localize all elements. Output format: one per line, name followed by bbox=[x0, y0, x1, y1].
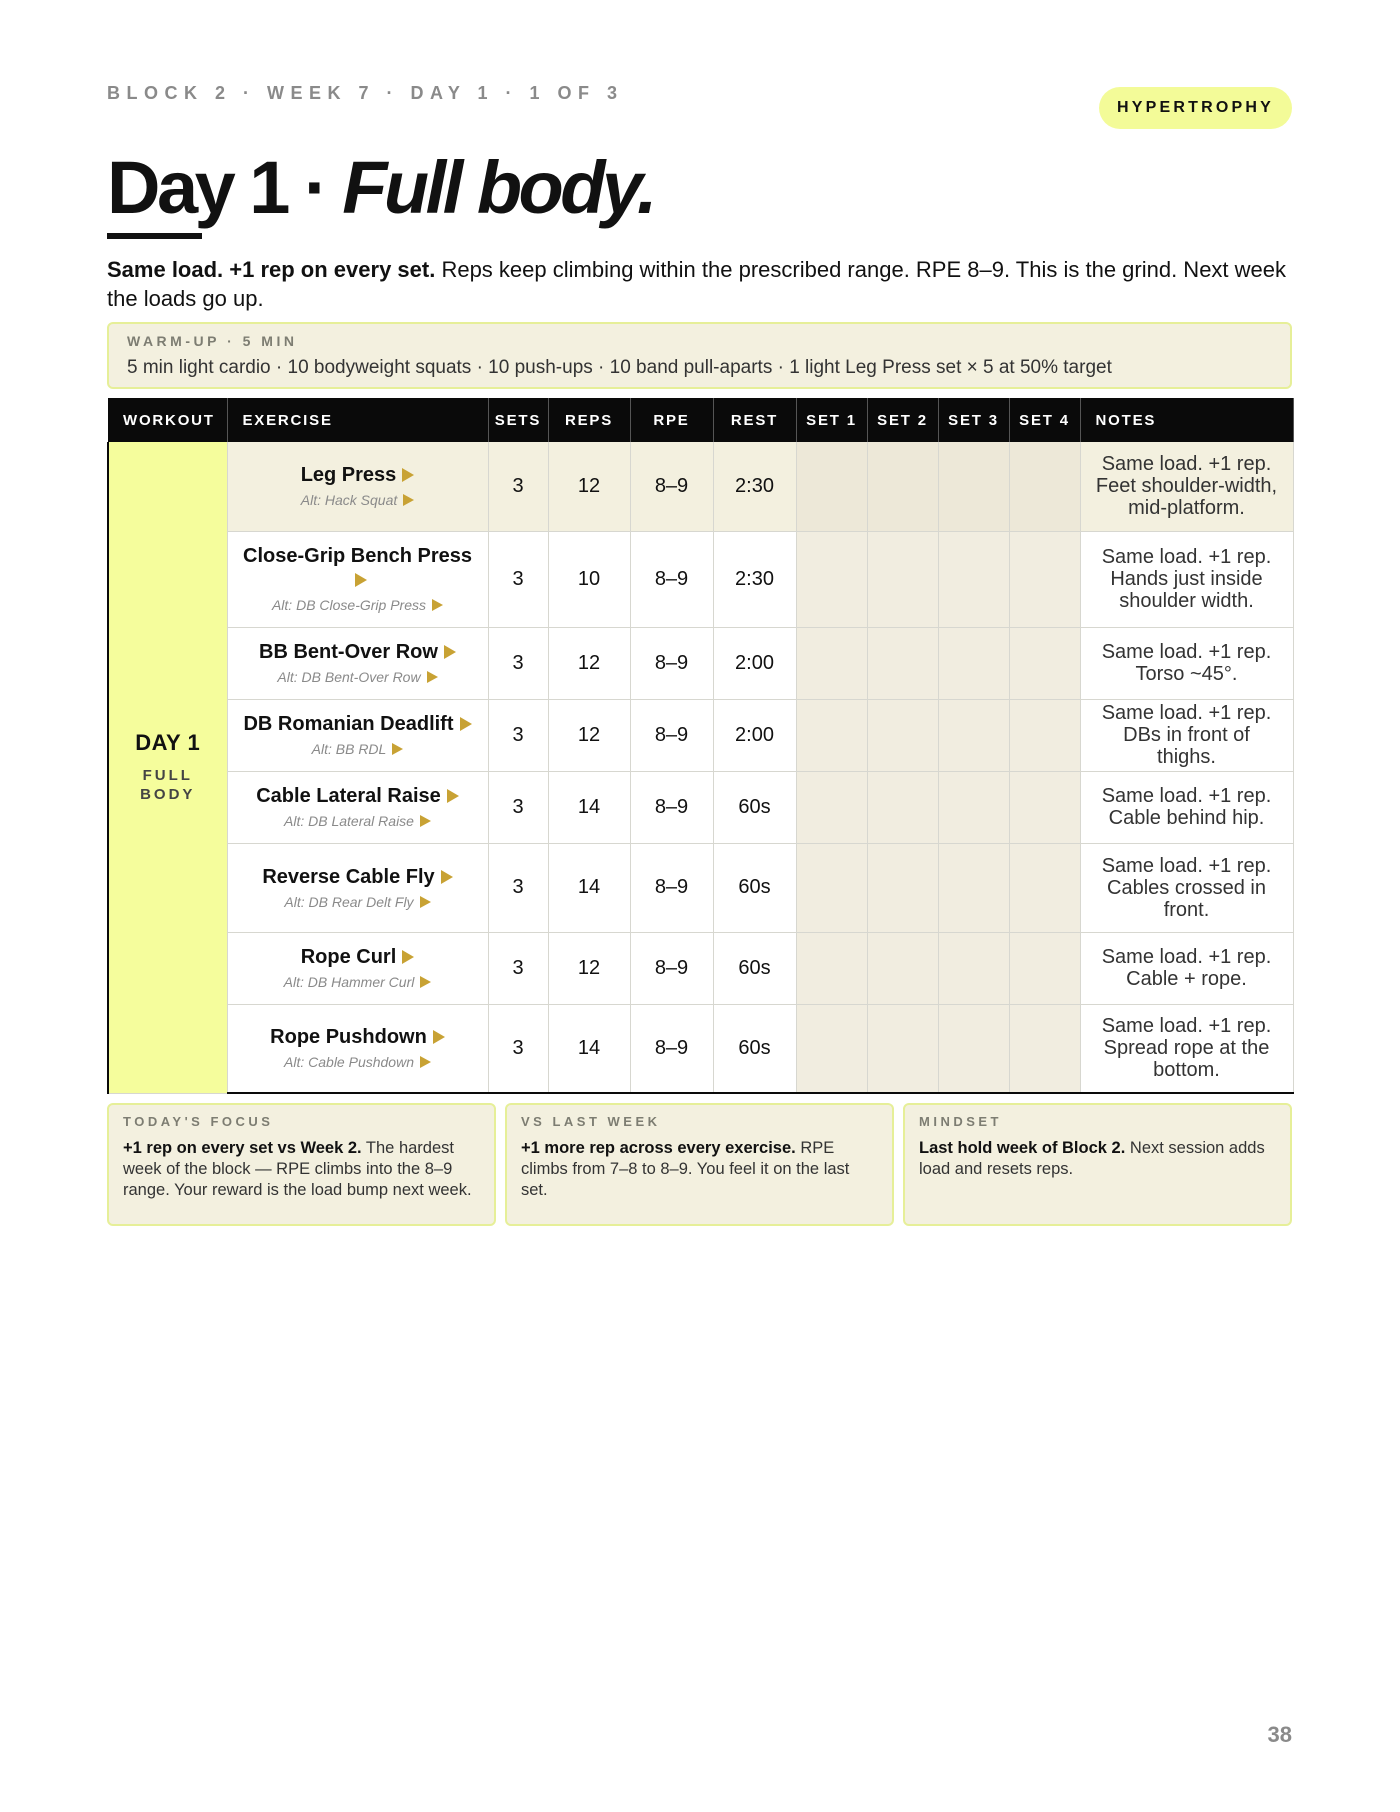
rpe-cell: 8–9 bbox=[630, 627, 713, 699]
play-icon[interactable] bbox=[441, 870, 453, 884]
set-4-cell[interactable] bbox=[1009, 771, 1080, 843]
sets-cell: 3 bbox=[488, 771, 548, 843]
card-bold: +1 rep on every set vs Week 2. bbox=[123, 1139, 362, 1157]
card-label: MINDSET bbox=[919, 1114, 1002, 1129]
header-rpe: RPE bbox=[630, 398, 713, 442]
set-4-cell[interactable] bbox=[1009, 843, 1080, 932]
play-icon[interactable] bbox=[433, 1030, 445, 1044]
notes-cell: Same load. +1 rep. Feet shoulder-width, mid-platform. bbox=[1080, 442, 1293, 531]
set-4-cell[interactable] bbox=[1009, 627, 1080, 699]
title-main: Day 1 · bbox=[107, 146, 343, 229]
sets-cell: 3 bbox=[488, 442, 548, 531]
exercise-cell bbox=[227, 531, 488, 627]
title-italic: Full body. bbox=[342, 146, 654, 229]
sets-cell: 3 bbox=[488, 1004, 548, 1093]
warmup-box bbox=[107, 322, 1292, 389]
rest-cell: 60s bbox=[713, 843, 796, 932]
reps-cell: 12 bbox=[548, 699, 630, 771]
set-3-cell[interactable] bbox=[938, 442, 1009, 531]
exercise-alt: Alt: BB RDL bbox=[311, 741, 387, 757]
set-1-cell[interactable] bbox=[796, 442, 867, 531]
set-4-cell[interactable] bbox=[1009, 442, 1080, 531]
notes-cell: Same load. +1 rep. Spread rope at the bottom. bbox=[1080, 1004, 1293, 1093]
exercise-cell bbox=[227, 771, 488, 843]
card-body: RPE climbs from 7–8 to 8–9. You feel it on the last set. bbox=[521, 1139, 850, 1199]
set-2-cell[interactable] bbox=[867, 1004, 938, 1093]
header-set-2: SET 2 bbox=[867, 398, 938, 442]
rest-cell: 2:00 bbox=[713, 699, 796, 771]
exercise-name: Rope Pushdown bbox=[270, 1026, 427, 1049]
workout-day: DAY 1 bbox=[135, 730, 201, 756]
set-1-cell[interactable] bbox=[796, 1004, 867, 1093]
page-title bbox=[107, 148, 654, 228]
exercise-alt: Alt: Hack Squat bbox=[300, 492, 398, 509]
set-2-cell[interactable] bbox=[867, 771, 938, 843]
exercise-cell bbox=[227, 1004, 488, 1093]
set-3-cell[interactable] bbox=[938, 627, 1009, 699]
exercise-name: Reverse Cable Fly bbox=[262, 865, 435, 888]
play-icon[interactable] bbox=[402, 950, 414, 964]
play-icon[interactable] bbox=[403, 494, 414, 506]
workout-sub-line2: BODY bbox=[140, 786, 196, 804]
intro-paragraph bbox=[107, 255, 1292, 313]
notes-cell: Same load. +1 rep. Cables crossed in front. bbox=[1080, 843, 1293, 932]
focus-card bbox=[107, 1103, 496, 1226]
set-2-cell[interactable] bbox=[867, 531, 938, 627]
play-icon[interactable] bbox=[444, 645, 456, 659]
table-header-row bbox=[108, 398, 1293, 442]
card-bold: +1 more rep across every exercise. bbox=[521, 1139, 796, 1157]
header-set-1: SET 1 bbox=[796, 398, 867, 442]
set-4-cell[interactable] bbox=[1009, 531, 1080, 627]
rest-cell: 60s bbox=[713, 1004, 796, 1093]
table-row bbox=[108, 531, 1293, 627]
set-3-cell[interactable] bbox=[938, 699, 1009, 771]
exercise-cell bbox=[227, 627, 488, 699]
card-body: The hardest week of the block — RPE climbs into the 8–9 range. Your reward is the load bump next week. bbox=[123, 1139, 472, 1199]
set-2-cell[interactable] bbox=[867, 627, 938, 699]
rpe-cell: 8–9 bbox=[630, 699, 713, 771]
set-3-cell[interactable] bbox=[938, 771, 1009, 843]
rest-cell: 60s bbox=[713, 771, 796, 843]
reps-cell: 14 bbox=[548, 1004, 630, 1093]
sets-cell: 3 bbox=[488, 699, 548, 771]
vs-last-week-card bbox=[505, 1103, 894, 1226]
play-icon[interactable] bbox=[460, 717, 472, 731]
rpe-cell: 8–9 bbox=[630, 932, 713, 1004]
top-row bbox=[107, 83, 1292, 133]
notes-cell: Same load. +1 rep. Cable + rope. bbox=[1080, 932, 1293, 1004]
summary-cards bbox=[107, 1103, 1292, 1226]
sets-cell: 3 bbox=[488, 932, 548, 1004]
exercise-alt: Alt: DB Rear Delt Fly bbox=[284, 893, 414, 910]
exercise-name: Cable Lateral Raise bbox=[256, 785, 441, 807]
play-icon[interactable] bbox=[432, 599, 443, 611]
table-row bbox=[108, 627, 1293, 699]
notes-cell: Same load. +1 rep. Cable behind hip. bbox=[1080, 771, 1293, 843]
table-row bbox=[108, 442, 1293, 531]
exercise-cell bbox=[227, 843, 488, 932]
card-label: VS LAST WEEK bbox=[521, 1114, 661, 1129]
set-1-cell[interactable] bbox=[796, 932, 867, 1004]
exercise-cell bbox=[227, 442, 488, 531]
set-3-cell[interactable] bbox=[938, 843, 1009, 932]
exercise-alt: Alt: DB Bent-Over Row bbox=[277, 669, 421, 685]
table-row bbox=[108, 699, 1293, 771]
reps-cell: 12 bbox=[548, 442, 630, 531]
reps-cell: 14 bbox=[548, 771, 630, 843]
sets-cell: 3 bbox=[488, 843, 548, 932]
exercise-cell bbox=[227, 699, 488, 771]
set-1-cell[interactable] bbox=[796, 627, 867, 699]
header-reps: REPS bbox=[548, 398, 630, 442]
card-label: TODAY'S FOCUS bbox=[123, 1114, 274, 1129]
header-set-3: SET 3 bbox=[938, 398, 1009, 442]
header-set-4: SET 4 bbox=[1009, 398, 1080, 442]
intro-bold: Same load. +1 rep on every set. bbox=[107, 257, 436, 282]
rest-cell: 2:00 bbox=[713, 627, 796, 699]
play-icon[interactable] bbox=[420, 896, 431, 908]
card-bold: Last hold week of Block 2. bbox=[919, 1139, 1126, 1157]
rpe-cell: 8–9 bbox=[630, 531, 713, 627]
play-icon[interactable] bbox=[355, 573, 367, 587]
play-icon[interactable] bbox=[420, 1056, 431, 1068]
play-icon[interactable] bbox=[402, 468, 414, 482]
set-4-cell[interactable] bbox=[1009, 699, 1080, 771]
set-1-cell[interactable] bbox=[796, 531, 867, 627]
set-2-cell[interactable] bbox=[867, 932, 938, 1004]
reps-cell: 12 bbox=[548, 627, 630, 699]
exercise-alt: Alt: DB Lateral Raise bbox=[284, 813, 414, 829]
exercise-alt: Alt: DB Close-Grip Press bbox=[271, 597, 427, 613]
exercise-name: DB Romanian Deadlift bbox=[243, 713, 454, 735]
set-1-cell[interactable] bbox=[796, 843, 867, 932]
rpe-cell: 8–9 bbox=[630, 442, 713, 531]
sets-cell: 3 bbox=[488, 627, 548, 699]
breadcrumb: BLOCK 2 · WEEK 7 · DAY 1 · 1 OF 3 bbox=[107, 83, 624, 103]
exercise-cell bbox=[227, 932, 488, 1004]
header-notes: NOTES bbox=[1080, 398, 1293, 442]
reps-cell: 14 bbox=[548, 843, 630, 932]
rest-cell: 2:30 bbox=[713, 442, 796, 531]
table-row bbox=[108, 1004, 1293, 1093]
title-underline bbox=[107, 233, 202, 239]
workout-label-cell bbox=[108, 442, 227, 1093]
workout-sub-line1: FULL bbox=[142, 767, 193, 785]
reps-cell: 10 bbox=[548, 531, 630, 627]
mindset-card bbox=[903, 1103, 1292, 1226]
play-icon[interactable] bbox=[420, 815, 431, 827]
phase-badge: HYPERTROPHY bbox=[1099, 87, 1292, 129]
warmup-text: 5 min light cardio · 10 bodyweight squats · 10 push-ups · 10 band pull-aparts · 1 light Leg Press set × 5 at 50% target bbox=[127, 357, 1112, 378]
notes-cell: Same load. +1 rep. Torso ~45°. bbox=[1080, 627, 1293, 699]
set-3-cell[interactable] bbox=[938, 1004, 1009, 1093]
exercise-name: Close-Grip Bench Press bbox=[243, 545, 472, 567]
rest-cell: 2:30 bbox=[713, 531, 796, 627]
rpe-cell: 8–9 bbox=[630, 771, 713, 843]
workout-table bbox=[107, 398, 1294, 1094]
set-2-cell[interactable] bbox=[867, 699, 938, 771]
rpe-cell: 8–9 bbox=[630, 1004, 713, 1093]
card-body: Next session adds load and resets reps. bbox=[919, 1139, 1265, 1178]
intro-text: Reps keep climbing within the prescribed range. RPE 8–9. This is the grind. Next week the loads go up. bbox=[107, 257, 1287, 311]
warmup-label: WARM-UP · 5 MIN bbox=[127, 333, 298, 349]
set-3-cell[interactable] bbox=[938, 932, 1009, 1004]
exercise-name: Leg Press bbox=[300, 464, 397, 487]
play-icon[interactable] bbox=[420, 976, 431, 988]
play-icon[interactable] bbox=[447, 789, 459, 803]
set-1-cell[interactable] bbox=[796, 771, 867, 843]
header-exercise: EXERCISE bbox=[227, 398, 488, 442]
exercise-alt: Alt: DB Hammer Curl bbox=[283, 974, 415, 990]
set-4-cell[interactable] bbox=[1009, 1004, 1080, 1093]
play-icon[interactable] bbox=[427, 671, 438, 683]
table-row bbox=[108, 843, 1293, 932]
rest-cell: 60s bbox=[713, 932, 796, 1004]
set-2-cell[interactable] bbox=[867, 843, 938, 932]
table-row bbox=[108, 771, 1293, 843]
rpe-cell: 8–9 bbox=[630, 843, 713, 932]
set-3-cell[interactable] bbox=[938, 531, 1009, 627]
reps-cell: 12 bbox=[548, 932, 630, 1004]
exercise-alt: Alt: Cable Pushdown bbox=[284, 1054, 414, 1071]
set-1-cell[interactable] bbox=[796, 699, 867, 771]
play-icon[interactable] bbox=[392, 743, 403, 755]
notes-cell: Same load. +1 rep. Hands just inside shoulder width. bbox=[1080, 531, 1293, 627]
set-4-cell[interactable] bbox=[1009, 932, 1080, 1004]
table-row bbox=[108, 932, 1293, 1004]
exercise-name: BB Bent-Over Row bbox=[259, 641, 438, 663]
notes-cell: Same load. +1 rep. DBs in front of thighs. bbox=[1080, 699, 1293, 771]
header-rest: REST bbox=[713, 398, 796, 442]
set-2-cell[interactable] bbox=[867, 442, 938, 531]
header-workout: WORKOUT bbox=[108, 398, 227, 442]
sets-cell: 3 bbox=[488, 531, 548, 627]
header-sets: SETS bbox=[488, 398, 548, 442]
exercise-name: Rope Curl bbox=[300, 946, 397, 968]
page-number: 38 bbox=[1267, 1722, 1292, 1747]
